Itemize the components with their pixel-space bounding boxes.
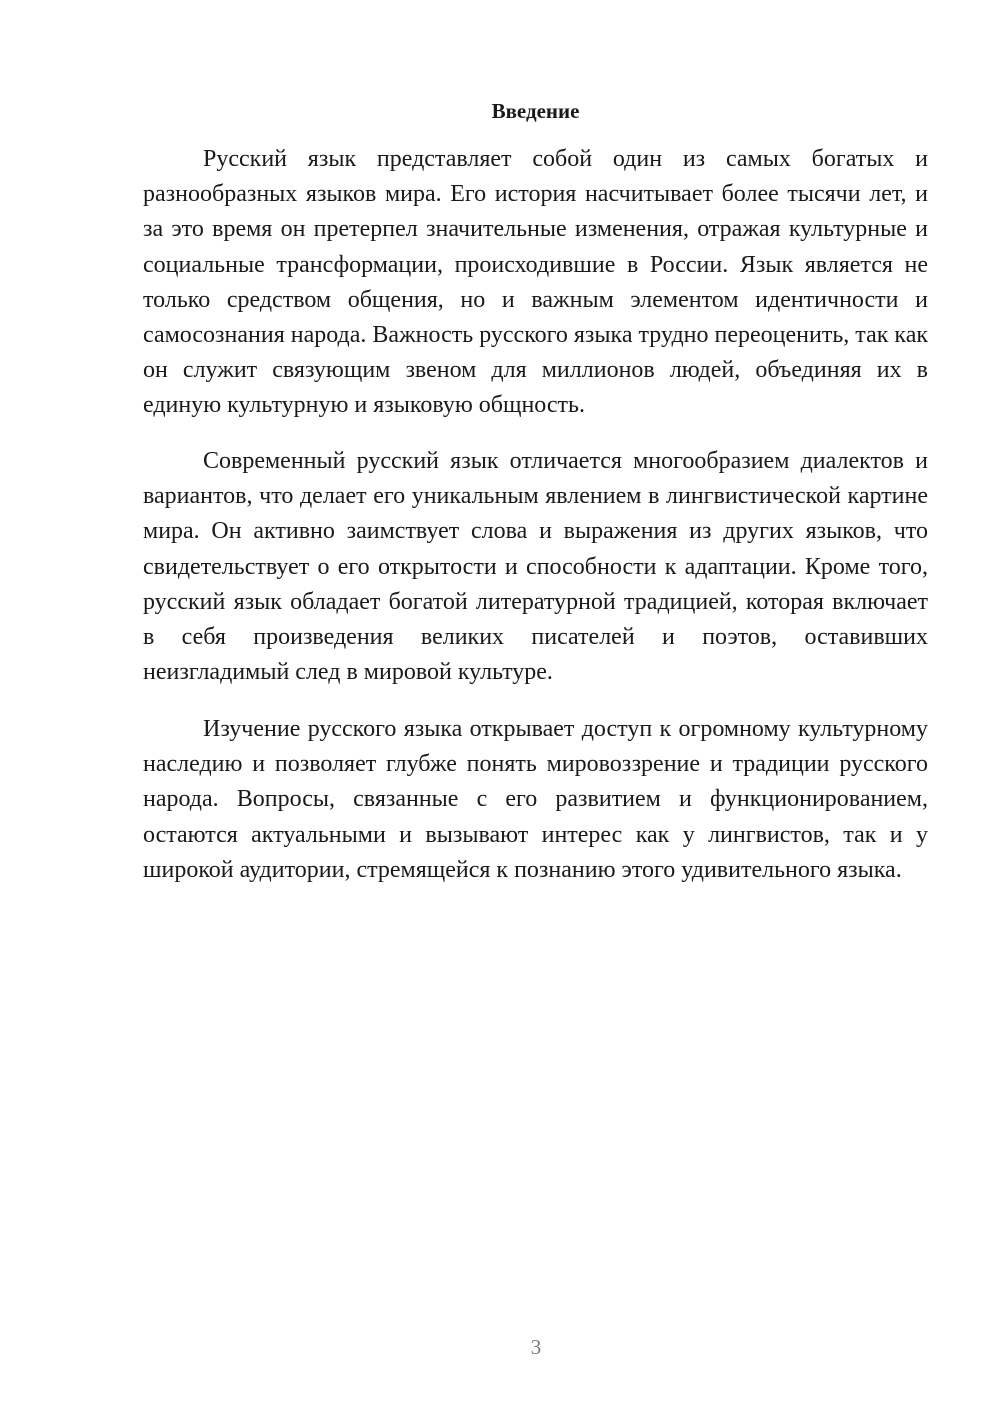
paragraph: Изучение русского языка открывает доступ к огромному культурному наследию и позволяет глубже понять мировоззрение и традиции русского народа. Вопросы, связанные с его развитием и функционированием, остаются актуальными и вызывают интерес как у лингвистов, так и у широкой аудитории, стремящейся к познанию этого удивительного языка. (143, 716, 928, 883)
paragraph: Русский язык представляет собой один из самых богатых и разнообразных языков мира. Его история насчитывает более тысячи лет, и за это время он претерпел значительные изменения, отражая культурные и социальные трансформации, происходившие в России. Язык является не только средством общения, но и важным элементом идентичности и самосознания народа. Важность русского языка трудно переоценить, так как он служит связующим звеном для миллионов людей, объединяя их в единую культурную и языковую общность. (143, 146, 928, 419)
paragraph: Современный русский язык отличается многообразием диалектов и вариантов, что делает его уникальным явлением в лингвистической картине мира. Он активно заимствует слова и выражения из других языков, что свидетельствует о его открытости и способности к адаптации. Кроме того, русский язык обладает богатой литературной традицией, которая включает в себя произведения великих писателей и поэтов, оставивших неизгладимый след в мировой культуре. (143, 448, 928, 686)
section-title: Введение (491, 99, 580, 123)
page-number: 3 (530, 1335, 542, 1359)
